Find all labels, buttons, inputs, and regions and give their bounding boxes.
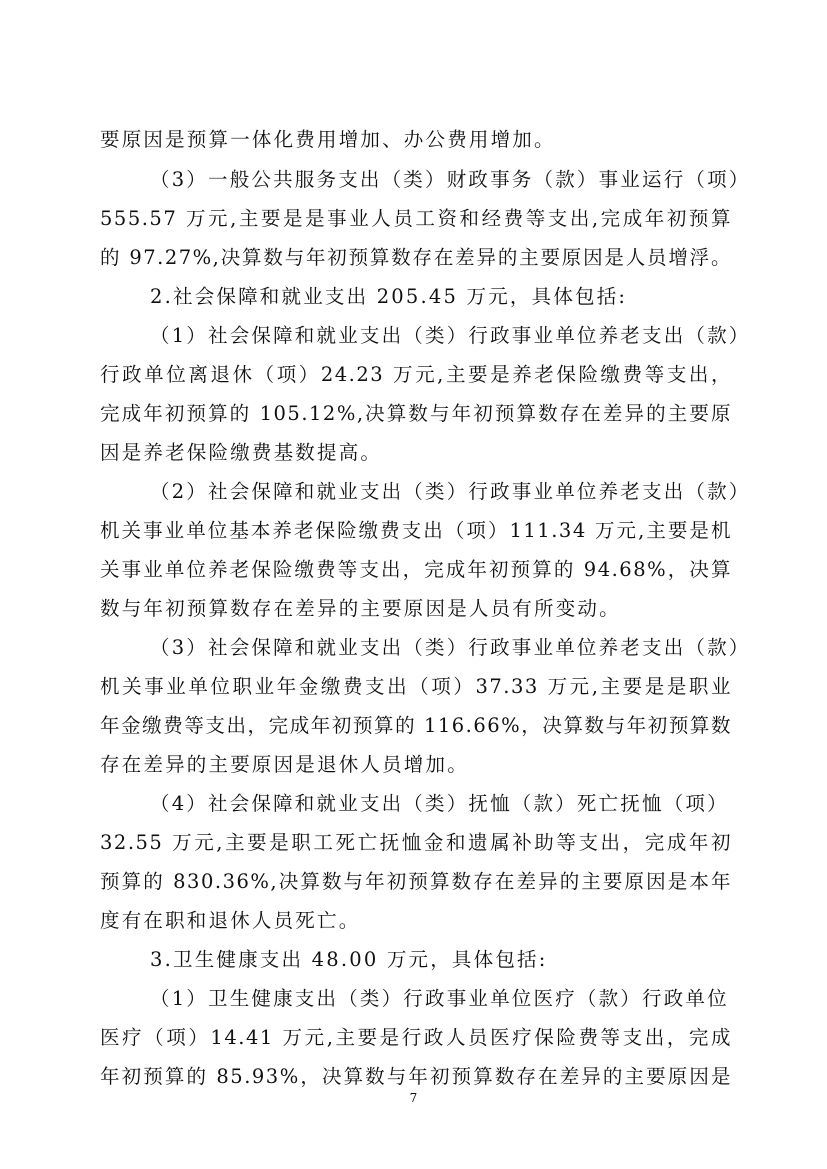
text-line: 的 97.27%,决算数与年初预算数存在差异的主要原因是人员增浮。 [100, 246, 732, 269]
text-line: 完成年初预算的 105.12%,决算数与年初预算数存在差异的主要原 [100, 402, 732, 425]
text-line: 关事业单位养老保险缴费等支出，完成年初预算的 94.68%，决算 [100, 558, 732, 581]
text-line: （2）社会保障和就业支出（类）行政事业单位养老支出（款） [150, 480, 751, 503]
text-line: 行政单位离退休（项）24.23 万元,主要是养老保险缴费等支出， [100, 363, 732, 386]
text-line: （3）一般公共服务支出（类）财政事务（款）事业运行（项） [150, 168, 751, 191]
text-line: 度有在职和退休人员死亡。 [100, 909, 361, 932]
text-line: 医疗（项）14.41 万元,主要是行政人员医疗保险费等支出，完成 [100, 1026, 732, 1049]
text-line: 存在差异的主要原因是退休人员增加。 [100, 753, 469, 776]
text-line: 年金缴费等支出，完成年初预算的 116.66%，决算数与年初预算数 [100, 714, 732, 737]
text-line: 机关事业单位基本养老保险缴费支出（项）111.34 万元,主要是机 [100, 519, 732, 542]
text-line: 数与年初预算数存在差异的主要原因是人员有所变动。 [100, 597, 621, 620]
page-number: 7 [409, 1091, 418, 1105]
text-line: 机关事业单位职业年金缴费支出（项）37.33 万元,主要是是职业 [100, 675, 732, 698]
text-line: （3）社会保障和就业支出（类）行政事业单位养老支出（款） [150, 636, 751, 659]
text-line: （1）卫生健康支出（类）行政事业单位医疗（款）行政单位 [150, 987, 729, 1010]
text-line: 要原因是预算一体化费用增加、办公费用增加。 [100, 128, 556, 151]
text-line: 32.55 万元,主要是职工死亡抚恤金和遗属补助等支出，完成年初 [100, 831, 732, 854]
text-line: 预算的 830.36%,决算数与年初预算数存在差异的主要原因是本年 [100, 870, 732, 893]
text-line: 年初预算的 85.93%，决算数与年初预算数存在差异的主要原因是 [100, 1065, 732, 1088]
text-line: 555.57 万元,主要是是事业人员工资和经费等支出,完成年初预算 [100, 207, 732, 230]
section-heading: 2.社会保障和就业支出 205.45 万元，具体包括: [150, 285, 628, 308]
text-line: （1）社会保障和就业支出（类）行政事业单位养老支出（款） [150, 324, 751, 347]
section-heading: 3.卫生健康支出 48.00 万元，具体包括: [150, 948, 548, 971]
text-line: 因是养老保险缴费基数提高。 [100, 441, 383, 464]
text-line: （4）社会保障和就业支出（类）抚恤（款）死亡抚恤（项） [150, 792, 729, 815]
